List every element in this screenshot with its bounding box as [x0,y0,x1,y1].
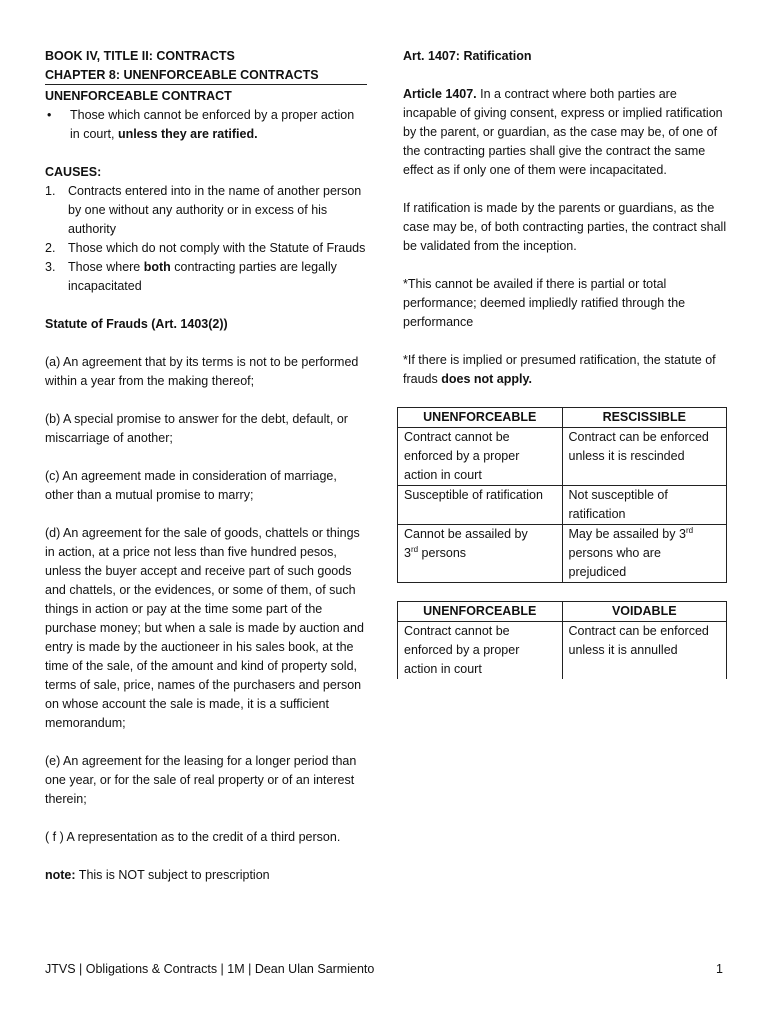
table-cell: Contract cannot be enforced by a proper action in court [398,622,563,680]
table-cell: Contract can be enforced unless it is rescinded [562,428,727,486]
table-header: RESCISSIBLE [562,408,727,428]
sof-item-c: (c) An agreement made in consideration of marriage, other than a mutual promise to marry; [45,469,337,502]
implied-ratification-note: *If there is implied or presumed ratification, the statute of frauds does not apply. [403,353,716,386]
ratification-paragraph: If ratification is made by the parents or guardians, as the case may be, of both contracting parties, the contract shall be validated from the inception. [403,201,727,253]
causes-list [45,182,367,296]
sof-item-d: (d) An agreement for the sale of goods, chattels or things in action, at a price not less than five hundred pesos, unless the buyer accept and receive part of such goods and chattels, or the evidences, or some of them, of such things in action or pay at the time some part of the purchase money; but when a sale is made by auction and entry is made by the auctioneer in his sales book, at the time of the sale, of the amount and kind of property sold, terms of sale, price, names of the purchasers and person on whose account the sale is made, it is a sufficient memorandum; [45,526,364,730]
bullet-icon: • [47,108,52,122]
table-cell: Cannot be assailed by 3rd persons [398,525,563,583]
table-cell: Contract cannot be enforced by a proper action in court [398,428,563,486]
table-row [398,428,727,486]
right-column [403,47,733,679]
section-heading: UNENFORCEABLE CONTRACT [45,89,232,103]
definition-bullet [45,106,367,144]
definition-text: Those which cannot be enforced by a proper action in court, unless they are ratified. [70,108,355,141]
partial-performance-note: *This cannot be availed if there is partial or total performance; deemed impliedly ratified through the performance [403,277,686,329]
table-cell: Not susceptible of ratification [562,486,727,525]
statute-of-frauds-title: Statute of Frauds (Art. 1403(2)) [45,317,228,331]
list-item: 1. Contracts entered into in the name of another person by one without any authority or in excess of his authority [45,184,362,236]
left-column [45,47,367,885]
unenforceable-vs-voidable-table [397,601,727,679]
page-number: 1 [716,962,723,976]
causes-title: CAUSES: [45,165,102,179]
note: note: This is NOT subject to prescription [45,868,270,882]
unenforceable-vs-rescissible-table [397,407,727,583]
sof-item-e: (e) An agreement for the leasing for a longer period than one year, or for the sale of real property or of an interest therein; [45,754,357,806]
table-header: VOIDABLE [562,602,727,622]
table-header-row [398,408,727,428]
page-footer [45,960,723,979]
table-header: UNENFORCEABLE [398,602,563,622]
ratification-title: Art. 1407: Ratification [403,49,532,63]
book-heading: BOOK IV, TITLE II: CONTRACTS [45,49,235,63]
list-item: 3. Those where both contracting parties are legally incapacitated [45,260,337,293]
table-row [398,622,727,680]
list-item: 2. Those which do not comply with the Statute of Frauds [45,241,366,255]
sof-item-b: (b) A special promise to answer for the debt, default, or miscarriage of another; [45,412,348,445]
article-1407-text: Article 1407. In a contract where both parties are incapable of giving consent, express or implied ratification by the parent, or guardian, as the case may be, of one of the contracting parties shall give the contract the same effect as if only one of them were incapacitated. [403,87,723,177]
table-cell: May be assailed by 3rd persons who are prejudiced [562,525,727,583]
table-row [398,525,727,583]
footer-text: JTVS | Obligations & Contracts | 1M | Dean Ulan Sarmiento [45,962,375,976]
chapter-heading: CHAPTER 8: UNENFORCEABLE CONTRACTS [45,68,319,82]
table-row [398,486,727,525]
table-cell: Susceptible of ratification [398,486,563,525]
table-header: UNENFORCEABLE [398,408,563,428]
sof-item-a: (a) An agreement that by its terms is not to be performed within a year from the making thereof; [45,355,359,388]
table-cell: Contract can be enforced unless it is annulled [562,622,727,680]
sof-item-f: ( f ) A representation as to the credit of a third person. [45,830,341,844]
table-header-row [398,602,727,622]
